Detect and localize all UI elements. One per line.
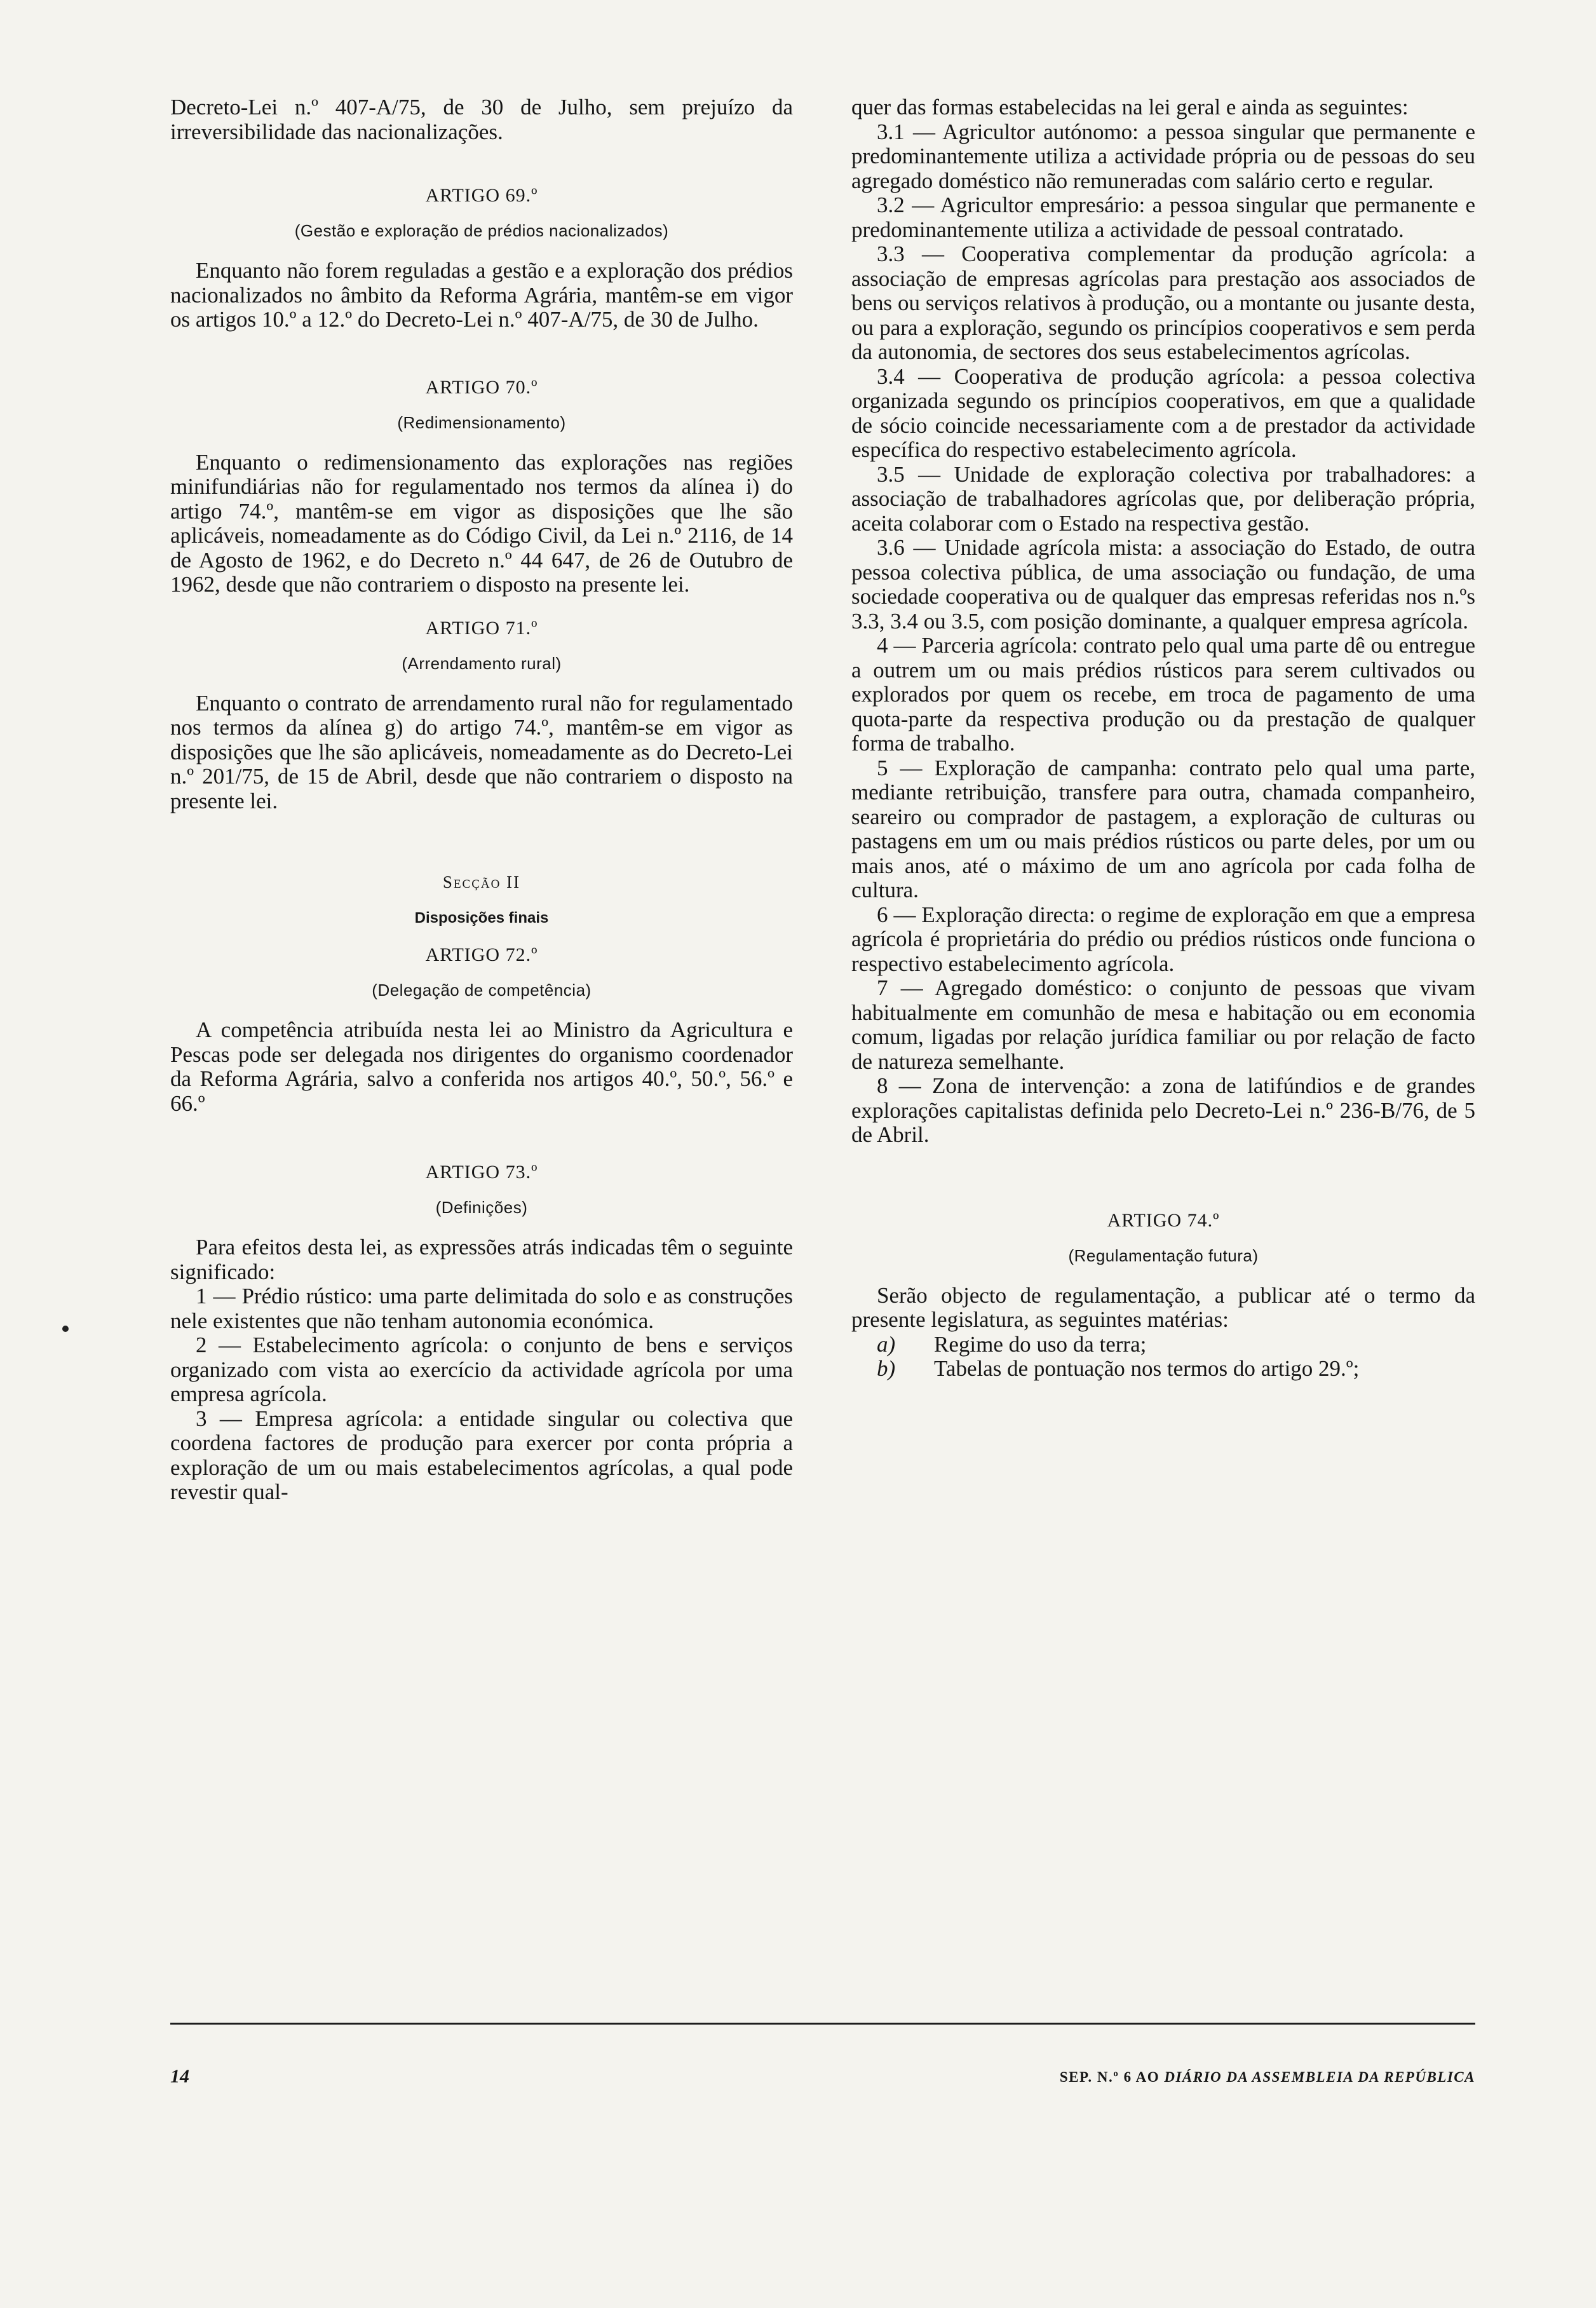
article-74-text: Serão objecto de regulamentação, a publicar até o termo da presente legislatura, as seguintes matérias: (851, 1282, 1475, 1332)
publication-prefix: SEP. N.º 6 AO (1059, 2069, 1160, 2085)
list-text-b: Tabelas de pontuação nos termos do artigo 29.º; (934, 1356, 1360, 1381)
article-70-heading: ARTIGO 70.º (425, 376, 538, 398)
list-marker-b: b) (877, 1356, 896, 1381)
article-73-subheading: (Definições) (435, 1198, 528, 1217)
definition-3-6: 3.6 — Unidade agrícola mista: a associação do Estado, de outra pessoa colectiva pública, de uma associação ou fundação, de uma sociedade cooperativa ou de qualquer das empresas referidas nos n.ºs 3.3, 3.4 ou 3.5, com posição dominante, a qualquer empresa agrícola. (851, 535, 1475, 634)
definition-3-3: 3.3 — Cooperativa complementar da produção agrícola: a associação de empresas agrícolas para prestação aos associados de bens ou serviços relativos à produção, ou a montante ou jusante desta, ou para a exploração, segundo os princípios cooperativos e sem perda da autonomia, de sectores dos seus estabelecimentos agrícolas. (851, 241, 1475, 364)
page-number: 14 (170, 2066, 189, 2087)
definition-3-1: 3.1 — Agricultor autónomo: a pessoa singular que permanente e predominantemente utiliza a actividade própria ou de pessoas do seu agregado doméstico não remuneradas com salário certo e regular. (851, 119, 1475, 193)
definition-6: 6 — Exploração directa: o regime de exploração em que a empresa agrícola é proprietária do prédio ou prédios rústicos onde funciona o respectivo estabelecimento agrícola. (851, 902, 1475, 976)
definition-8: 8 — Zona de intervenção: a zona de latifúndios e de grandes explorações capitalistas definida pelo Decreto-Lei n.º 236-B/76, de 5 de Abril. (851, 1073, 1475, 1147)
definition-2: 2 — Estabelecimento agrícola: o conjunto de bens e serviços organizado com vista ao exercício da actividade agrícola por uma empresa agrícola. (170, 1333, 793, 1406)
definition-3-5: 3.5 — Unidade de exploração colectiva por trabalhadores: a associação de trabalhadores agrícolas que, por deliberação própria, aceita colaborar com o Estado na respectiva gestão. (851, 461, 1475, 536)
article-74-subheading: (Regulamentação futura) (1068, 1246, 1259, 1265)
definition-5: 5 — Exploração de campanha: contrato pelo qual uma parte, mediante retribuição, transfere para outra, chamada companheiro, seareiro ou comprador de pastagem, a exploração de culturas ou pastagens em um ou mais prédios rústicos ou parte deles, por um ou mais anos, até o máximo de um ano agrícola por cada folha de cultura. (851, 755, 1475, 902)
article-69-subheading: (Gestão e exploração de prédios nacionalizados) (294, 221, 669, 240)
article-74-heading: ARTIGO 74.º (1107, 1209, 1220, 1231)
definition-3: 3 — Empresa agrícola: a entidade singular ou colectiva que coordena factores de produção para exercer por conta própria a exploração de um ou mais estabelecimentos agrícolas, a qual pode revestir qual- (170, 1406, 793, 1504)
left-column (170, 95, 793, 1505)
article-69-heading: ARTIGO 69.º (425, 185, 538, 206)
article-69-text: Enquanto não forem reguladas a gestão e a exploração dos prédios nacionalizados no âmbito da Reforma Agrária, mantêm-se em vigor os artigos 10.º a 12.º do Decreto-Lei n.º 407-A/75, de 30 de Julho. (170, 258, 793, 332)
list-marker-a: a) (877, 1331, 896, 1357)
section-subtitle: Disposições finais (414, 909, 549, 927)
publication-name: DIÁRIO DA ASSEMBLEIA DA REPÚBLICA (1164, 2069, 1475, 2085)
article-71-heading: ARTIGO 71.º (425, 617, 538, 639)
article-72-subheading: (Delegação de competência) (372, 981, 592, 1000)
article-73-heading: ARTIGO 73.º (425, 1162, 538, 1183)
article-70-subheading: (Redimensionamento) (397, 412, 566, 432)
definition-3-2: 3.2 — Agricultor empresário: a pessoa singular que permanente e predominantemente utiliza a actividade de pessoal contratado. (851, 193, 1475, 242)
list-text-a: Regime do uso da terra; (934, 1331, 1147, 1357)
article-73-intro: Para efeitos desta lei, as expressões atrás indicadas têm o seguinte significado: (170, 1235, 793, 1284)
footer-rule (170, 2023, 1475, 2025)
publication-title (1060, 2069, 1475, 2086)
definition-7: 7 — Agregado doméstico: o conjunto de pessoas que vivam habitualmente em comunhão de mesa e habitação ou em economia comum, ligadas por relação jurídica familiar ou por relação de facto de natureza semelhante. (851, 975, 1475, 1074)
article-72-text: A competência atribuída nesta lei ao Ministro da Agricultura e Pescas pode ser delegada nos dirigentes do organismo coordenador da Reforma Agrária, salvo a conferida nos artigos 40.º, 50.º, 56.º e 66.º (170, 1017, 793, 1116)
article-70-text: Enquanto o redimensionamento das explorações nas regiões minifundiárias não for regulamentado nos termos da alínea i) do artigo 74.º, mantêm-se em vigor as disposições que lhe são aplicáveis, nomeadamente as do Código Civil, da Lei n.º 2116, de 14 de Agosto de 1962, e do Decreto n.º 44 647, de 26 de Outubro de 1962, desde que não contrariem o disposto na presente lei. (170, 449, 793, 597)
article-72-heading: ARTIGO 72.º (425, 944, 538, 965)
definition-3-4: 3.4 — Cooperativa de produção agrícola: a pessoa colectiva organizada segundo os princípios cooperativos, em que a qualidade de sócio coincide necessariamente com a de prestador da actividade específica do respectivo estabelecimento agrícola. (851, 363, 1475, 462)
definition-4: 4 — Parceria agrícola: contrato pelo qual uma parte dê ou entregue a outrem um ou mais prédios rústicos para serem cultivados ou explorados por quem os recebe, em troca de pagamento de uma quota-parte da respectiva produção ou da prestação de qualquer forma de trabalho. (851, 633, 1475, 756)
list-item-b (851, 1357, 1475, 1381)
scan-speck (62, 1326, 69, 1332)
right-column (851, 95, 1475, 1381)
definition-3-continued: quer das formas estabelecidas na lei geral e ainda as seguintes: (851, 95, 1409, 119)
definition-1: 1 — Prédio rústico: uma parte delimitada do solo e as construções nele existentes que não tenham autonomia económica. (170, 1284, 793, 1333)
continued-paragraph: Decreto-Lei n.º 407-A/75, de 30 de Julho, sem prejuízo da irreversibilidade das nacionalizações. (170, 95, 793, 144)
article-71-subheading: (Arrendamento rural) (402, 653, 562, 673)
article-71-text: Enquanto o contrato de arrendamento rural não for regulamentado nos termos da alínea g) do artigo 74.º, mantêm-se em vigor as disposições que lhe são aplicáveis, nomeadamente as do Decreto-Lei n.º 201/75, de 15 de Abril, desde que não contrariem o disposto na presente lei. (170, 690, 793, 813)
list-item-a (851, 1333, 1475, 1357)
section-title: Secção II (442, 872, 521, 892)
